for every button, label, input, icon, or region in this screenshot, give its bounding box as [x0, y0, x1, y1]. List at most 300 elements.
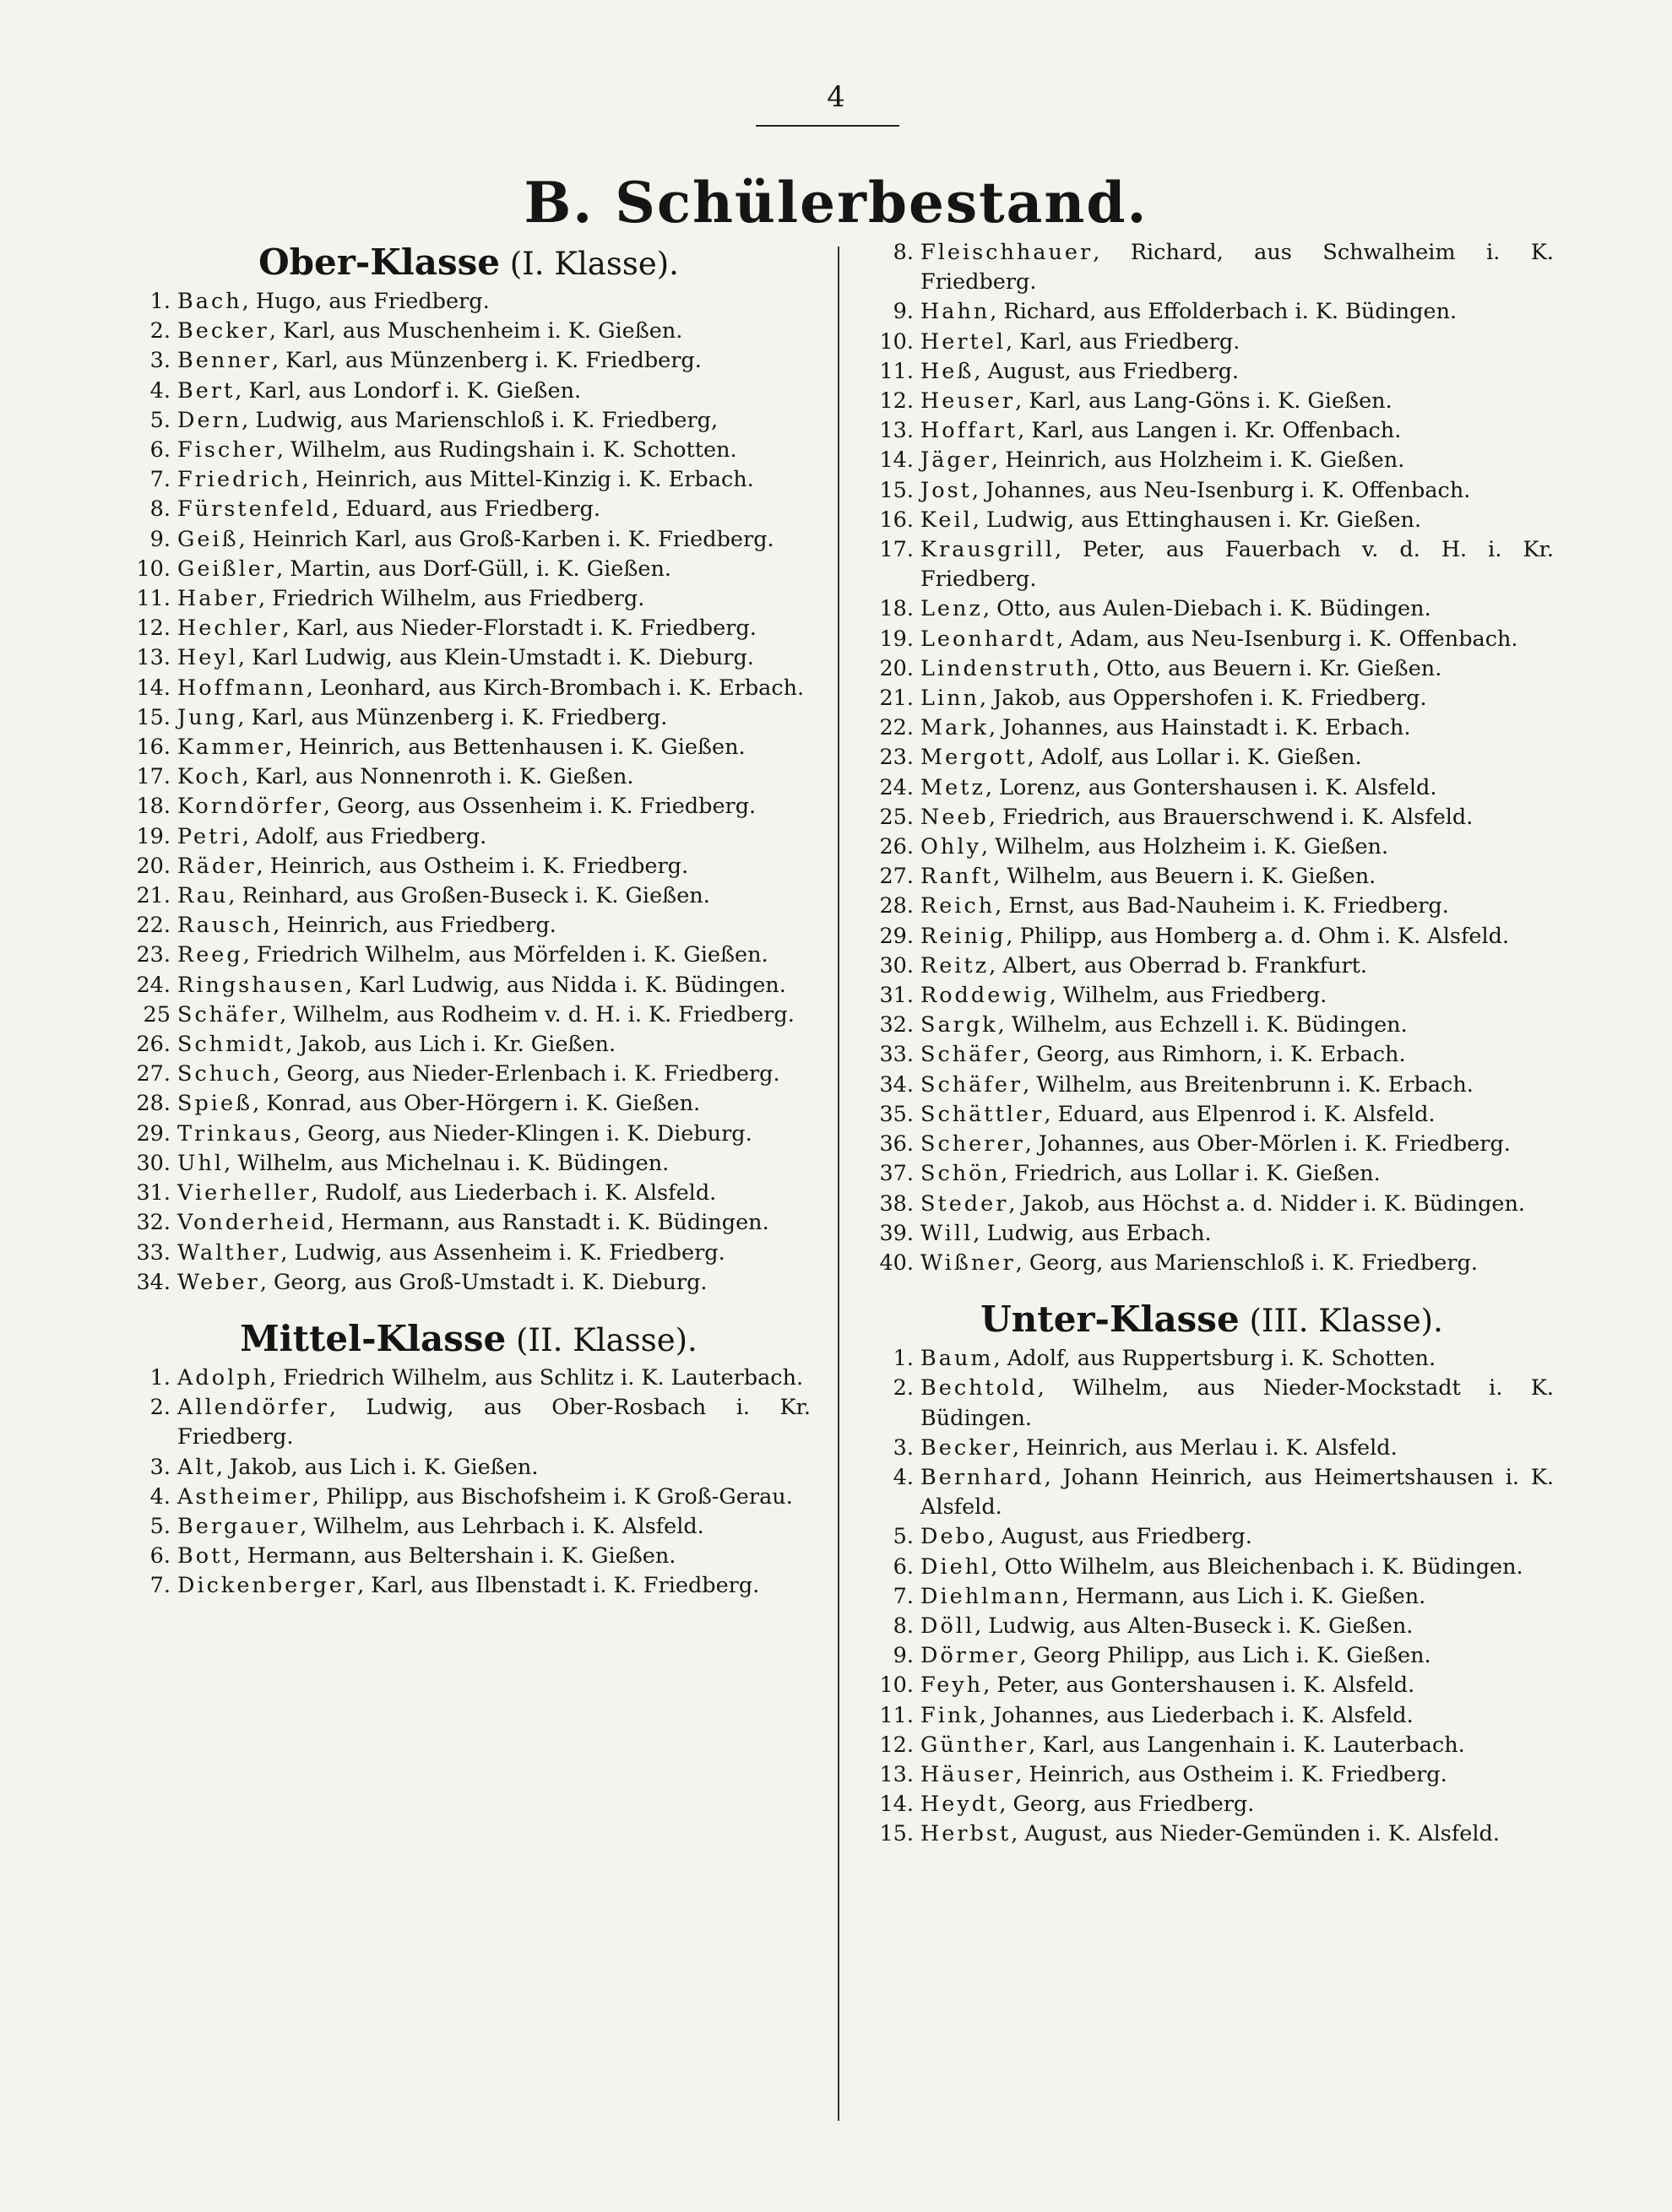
list-item	[870, 1641, 1554, 1671]
entry-details: , Reinhard, aus Großen-Buseck i. K. Gießen.	[228, 883, 710, 909]
entry-text	[920, 1463, 1554, 1522]
entry-text	[177, 1571, 811, 1601]
entry-number: 5.	[149, 407, 171, 433]
entry-number: 34.	[136, 1269, 171, 1295]
entry-text	[177, 733, 811, 762]
entry-number: 32.	[136, 1210, 171, 1236]
entry-surname: Weber	[177, 1269, 260, 1295]
entry-number: 28.	[879, 893, 914, 919]
list-item	[127, 1364, 811, 1393]
list-item	[127, 971, 811, 1000]
entry-details: , Richard, aus Schwalheim i. K. Friedberg.	[920, 240, 1554, 295]
entry-surname: Fink	[920, 1702, 980, 1728]
entry-details: , Heinrich, aus Ostheim i. K. Friedberg.	[256, 853, 689, 879]
list-item	[870, 357, 1554, 387]
entry-number: 29.	[136, 1120, 171, 1147]
unter-klasse-list	[870, 1344, 1554, 1849]
list-item	[870, 1819, 1554, 1849]
entry-text	[920, 357, 1554, 387]
entry-surname: Roddewig	[920, 983, 1050, 1009]
entry-details: , Karl, aus Ilbenstadt i. K. Friedberg.	[357, 1573, 760, 1599]
entry-number: 38.	[879, 1190, 914, 1217]
list-item	[870, 1190, 1554, 1219]
entry-surname: Rausch	[177, 913, 274, 939]
entry-number: 34.	[879, 1071, 914, 1098]
list-item	[870, 713, 1554, 743]
list-item	[127, 1208, 811, 1238]
entry-number: 37.	[879, 1161, 914, 1187]
list-item	[127, 1000, 811, 1030]
list-item	[127, 346, 811, 376]
list-item	[870, 446, 1554, 475]
entry-text	[920, 1671, 1554, 1700]
entry-text	[920, 1641, 1554, 1671]
entry-surname: Trinkaus	[177, 1120, 294, 1147]
entry-surname: Spieß	[177, 1091, 253, 1117]
entry-details: , Philipp, aus Homberg a. d. Ohm i. K. Alsfeld.	[1006, 923, 1510, 949]
entry-details: , Georg, aus Rimhorn, i. K. Erbach.	[1023, 1042, 1406, 1068]
left-column	[127, 238, 811, 1602]
entry-details: , Hugo, aus Friedberg.	[242, 289, 490, 314]
entry-text	[920, 328, 1554, 357]
entry-number: 36.	[879, 1131, 914, 1158]
entry-text	[177, 1149, 811, 1179]
entry-surname: Herbst	[920, 1821, 1012, 1847]
list-item	[127, 1393, 811, 1452]
entry-details: , Friedrich, aus Brauerschwend i. K. Alsfeld.	[988, 804, 1474, 830]
entry-number: 11.	[879, 1702, 914, 1728]
list-item	[870, 743, 1554, 773]
section-name: Mittel-Klasse	[240, 1317, 507, 1359]
entry-text	[177, 525, 811, 555]
entry-surname: Vonderheid	[177, 1210, 328, 1236]
entry-details: , Georg, aus Marienschloß i. K. Friedberg.	[1015, 1250, 1478, 1276]
entry-details: , Johannes, aus Hainstadt i. K. Erbach.	[988, 715, 1411, 741]
entry-surname: Debo	[920, 1524, 988, 1550]
entry-details: , Heinrich, aus Bettenhausen i. K. Gießen.	[285, 735, 746, 761]
entry-text	[177, 852, 811, 881]
entry-number: 13.	[879, 418, 914, 444]
entry-number: 14.	[879, 1792, 914, 1818]
mittel-klasse-list-part-2	[870, 238, 1554, 1278]
entry-surname: Geißler	[177, 556, 277, 582]
list-item	[870, 981, 1554, 1011]
entry-number: 12.	[879, 388, 914, 415]
entry-number: 18.	[136, 794, 171, 820]
entry-details: , Wilhelm, aus Holzheim i. K. Gießen.	[980, 834, 1389, 860]
list-item	[127, 495, 811, 524]
entry-text	[177, 1239, 811, 1268]
entry-text	[177, 406, 811, 436]
entry-surname: Döll	[920, 1613, 975, 1639]
entry-surname: Hoffart	[920, 418, 1018, 444]
entry-number: 2.	[149, 318, 171, 344]
entry-number: 4.	[149, 377, 171, 404]
entry-details: , Wilhelm, aus Rodheim v. d. H. i. K. Friedberg.	[280, 1001, 795, 1027]
entry-surname: Dern	[177, 407, 242, 433]
entry-number: 13.	[136, 645, 171, 671]
ober-klasse-heading	[127, 243, 811, 284]
ober-klasse-list	[127, 287, 811, 1298]
list-item	[127, 1239, 811, 1268]
entry-surname: Feyh	[920, 1673, 984, 1699]
entry-number: 8.	[149, 496, 171, 523]
entry-details: , Adolf, aus Ruppertsburg i. K. Schotten.	[993, 1346, 1436, 1372]
entry-details: , Hermann, aus Lich i. K. Gießen.	[1061, 1583, 1426, 1609]
entry-details: , Peter, aus Gontershausen i. K. Alsfeld.	[983, 1673, 1415, 1699]
entry-number: 30.	[136, 1150, 171, 1176]
entry-details: , Wilhelm, aus Lehrbach i. K. Alsfeld.	[300, 1513, 704, 1539]
page-title: B. Schülerbestand.	[524, 170, 1148, 236]
right-column	[870, 238, 1554, 1850]
entry-surname: Schäfer	[177, 1001, 280, 1027]
entry-number: 12.	[879, 1732, 914, 1758]
list-item	[870, 862, 1554, 892]
entry-surname: Astheimer	[177, 1483, 312, 1510]
entry-surname: Ringshausen	[177, 972, 345, 998]
entry-number: 20.	[136, 853, 171, 879]
entry-number: 24.	[879, 774, 914, 800]
entry-details: , Karl, aus Friedberg.	[1006, 328, 1240, 355]
list-item	[870, 476, 1554, 506]
entry-number: 10.	[879, 1673, 914, 1699]
entry-details: , Wilhelm, aus Breitenbrunn i. K. Erbach.	[1023, 1071, 1474, 1098]
entry-details: , Adam, aus Neu-Isenburg i. K. Offenbach.	[1056, 626, 1518, 652]
list-item	[127, 733, 811, 762]
entry-text	[177, 317, 811, 346]
entry-details: , Heinrich, aus Friedberg.	[273, 913, 556, 939]
entry-text	[177, 436, 811, 465]
entry-details: , Hermann, aus Ranstadt i. K. Büdingen.	[327, 1210, 769, 1236]
entry-details: , Wilhelm, aus Friedberg.	[1049, 983, 1327, 1009]
entry-details: , Ernst, aus Bad-Nauheim i. K. Friedberg.	[995, 893, 1449, 919]
entry-text	[920, 1100, 1554, 1130]
entry-details: , Georg Philipp, aus Lich i. K. Gießen.	[1019, 1643, 1431, 1669]
entry-number: 27.	[136, 1061, 171, 1087]
entry-surname: Bott	[177, 1543, 234, 1570]
entry-details: , Jakob, aus Lich i. Kr. Gießen.	[285, 1032, 616, 1058]
list-item	[870, 1434, 1554, 1463]
entry-surname: Jung	[177, 704, 238, 730]
entry-details: , Georg, aus Groß-Umstadt i. K. Dieburg.	[259, 1269, 708, 1295]
entry-text	[920, 1790, 1554, 1819]
entry-surname: Diehlmann	[920, 1583, 1062, 1609]
list-item	[127, 852, 811, 881]
list-item	[127, 1512, 811, 1542]
list-item	[870, 922, 1554, 951]
entry-text	[177, 346, 811, 376]
entry-text	[920, 1344, 1554, 1374]
entry-details: , Peter, aus Fauerbach v. d. H. i. Kr. Friedberg.	[920, 537, 1554, 593]
entry-text	[920, 1434, 1554, 1463]
entry-number: 23.	[136, 942, 171, 968]
entry-details: , Karl, aus Langen i. Kr. Offenbach.	[1018, 418, 1402, 444]
entry-surname: Friedrich	[177, 467, 302, 493]
entry-number: 40.	[879, 1250, 914, 1276]
entry-details: , Georg, aus Friedberg.	[999, 1792, 1255, 1818]
column-divider	[838, 247, 839, 2121]
entry-surname: Fürstenfeld	[177, 496, 333, 523]
list-item	[127, 703, 811, 733]
list-item	[127, 911, 811, 941]
entry-details: , Friedrich Wilhelm, aus Friedberg.	[258, 586, 645, 612]
entry-surname: Reeg	[177, 942, 243, 968]
list-item	[870, 1219, 1554, 1249]
entry-text	[920, 1374, 1554, 1433]
entry-number: 19.	[136, 823, 171, 849]
entry-text	[177, 1512, 811, 1542]
entry-number: 3.	[149, 348, 171, 374]
entry-surname: Schön	[920, 1161, 1001, 1187]
entry-details: , Richard, aus Effolderbach i. K. Büdingen.	[990, 299, 1458, 325]
entry-surname: Allendörfer	[177, 1395, 329, 1421]
entry-number: 1.	[149, 289, 171, 314]
entry-details: , Wilhelm, aus Beuern i. K. Gießen.	[993, 864, 1376, 890]
entry-details: , Johannes, aus Ober-Mörlen i. K. Friedberg.	[1024, 1131, 1511, 1158]
entry-number: 5.	[149, 1513, 171, 1539]
list-item	[127, 317, 811, 346]
entry-number: 6.	[149, 437, 171, 464]
entry-number: 15.	[136, 704, 171, 730]
entry-surname: Dörmer	[920, 1643, 1020, 1669]
entry-details: , Wilhelm, aus Echzell i. K. Büdingen.	[997, 1012, 1408, 1038]
entry-details: , Ludwig, aus Alten-Buseck i. K. Gießen.	[974, 1613, 1414, 1639]
entry-surname: Linn	[920, 686, 980, 712]
entry-surname: Reich	[920, 893, 996, 919]
entry-number: 17.	[136, 764, 171, 790]
list-item	[127, 1483, 811, 1512]
entry-details: , Adolf, aus Lollar i. K. Gießen.	[1027, 745, 1362, 771]
list-item	[870, 684, 1554, 713]
entry-number: 10.	[879, 328, 914, 355]
entry-number: 2.	[149, 1395, 171, 1421]
entry-surname: Ranft	[920, 864, 994, 890]
entry-number: 30.	[879, 952, 914, 979]
entry-text	[177, 287, 811, 317]
entry-details: , Ludwig, aus Ober-Rosbach i. Kr. Friedberg.	[177, 1395, 811, 1450]
list-item	[870, 1011, 1554, 1040]
list-item	[870, 1040, 1554, 1070]
entry-text	[177, 1542, 811, 1571]
entry-number: 10.	[136, 556, 171, 582]
entry-number: 3.	[149, 1454, 171, 1480]
entry-text	[920, 832, 1554, 862]
entry-text	[920, 743, 1554, 773]
entry-surname: Adolph	[177, 1364, 269, 1391]
entry-text	[920, 1701, 1554, 1731]
entry-text	[920, 535, 1554, 594]
entry-details: , Philipp, aus Bischofsheim i. K Groß-Gerau.	[312, 1483, 793, 1510]
entry-number: 12.	[136, 615, 171, 642]
entry-number: 4.	[149, 1483, 171, 1510]
entry-surname: Petri	[177, 823, 242, 849]
list-item	[127, 792, 811, 821]
entry-surname: Bergauer	[177, 1513, 301, 1539]
entry-surname: Becker	[920, 1434, 1012, 1461]
top-rule	[756, 125, 899, 127]
entry-surname: Heß	[920, 358, 974, 384]
entry-surname: Bert	[177, 377, 236, 404]
list-item	[127, 1120, 811, 1149]
entry-surname: Haber	[177, 586, 259, 612]
list-item	[870, 1374, 1554, 1433]
entry-text	[177, 1030, 811, 1060]
list-item	[870, 328, 1554, 357]
entry-number: 35.	[879, 1101, 914, 1127]
entry-details: , Heinrich, aus Merlau i. K. Alsfeld.	[1012, 1434, 1398, 1461]
entry-number: 24.	[136, 972, 171, 998]
list-item	[127, 762, 811, 792]
entry-number: 20.	[879, 655, 914, 681]
list-item	[870, 387, 1554, 416]
list-item	[127, 643, 811, 673]
entry-surname: Mark	[920, 715, 989, 741]
entry-text	[920, 862, 1554, 892]
entry-number: 9.	[893, 299, 914, 325]
list-item	[870, 1790, 1554, 1819]
entry-text	[177, 614, 811, 643]
entry-surname: Reinig	[920, 923, 1007, 949]
list-item	[127, 881, 811, 911]
entry-text	[177, 822, 811, 852]
entry-number: 33.	[879, 1042, 914, 1068]
entry-details: , Karl, aus Nonnenroth i. K. Gießen.	[242, 764, 634, 790]
entry-surname: Scherer	[920, 1131, 1025, 1158]
entry-details: , Ludwig, aus Ettinghausen i. Kr. Gießen.	[972, 507, 1422, 533]
entry-number: 13.	[879, 1761, 914, 1787]
entry-surname: Heyl	[177, 645, 238, 671]
entry-details: , Jakob, aus Oppershofen i. K. Friedberg.	[979, 686, 1427, 712]
entry-surname: Koch	[177, 764, 242, 790]
entry-surname: Uhl	[177, 1150, 225, 1176]
entry-surname: Wißner	[920, 1250, 1016, 1276]
entry-text	[920, 922, 1554, 951]
list-item	[127, 555, 811, 584]
entry-surname: Hertel	[920, 328, 1007, 355]
entry-number: 29.	[879, 923, 914, 949]
entry-text	[177, 762, 811, 792]
entry-number: 8.	[893, 1613, 914, 1639]
list-item	[870, 1760, 1554, 1790]
entry-details: , Karl, aus Langenhain i. K. Lauterbach.	[1029, 1732, 1465, 1758]
list-item	[870, 1463, 1554, 1522]
list-item	[870, 1100, 1554, 1130]
entry-text	[920, 892, 1554, 921]
entry-text	[920, 773, 1554, 803]
entry-details: , Rudolf, aus Liederbach i. K. Alsfeld.	[311, 1180, 717, 1206]
entry-number: 18.	[879, 596, 914, 622]
section-name: Ober-Klasse	[258, 241, 500, 283]
entry-number: 1.	[149, 1364, 171, 1391]
entry-details: , Friedrich Wilhelm, aus Schlitz i. K. Lauterbach.	[269, 1364, 804, 1391]
entry-text	[177, 911, 811, 941]
list-item	[127, 941, 811, 970]
entry-surname: Schuch	[177, 1061, 274, 1087]
list-item	[870, 1071, 1554, 1100]
entry-text	[920, 1219, 1554, 1249]
entry-text	[177, 1208, 811, 1238]
entry-surname: Bernhard	[920, 1464, 1045, 1490]
entry-text	[177, 1179, 811, 1208]
entry-number: 17.	[879, 537, 914, 563]
entry-text	[920, 625, 1554, 654]
entry-surname: Lindenstruth	[920, 655, 1093, 681]
entry-details: , August, aus Friedberg.	[974, 358, 1240, 384]
entry-surname: Alt	[177, 1454, 216, 1480]
entry-number: 9.	[149, 526, 171, 552]
entry-surname: Leonhardt	[920, 626, 1057, 652]
entry-details: , Eduard, aus Elpenrod i. K. Alsfeld.	[1044, 1101, 1436, 1127]
entry-text	[920, 1130, 1554, 1159]
unter-klasse-heading	[870, 1300, 1554, 1341]
entry-details: , Ludwig, aus Erbach.	[973, 1220, 1212, 1246]
entry-surname: Bach	[177, 289, 242, 314]
entry-number: 31.	[879, 983, 914, 1009]
entry-details: , Johann Heinrich, aus Heimertshausen i. K. Alsfeld.	[920, 1464, 1554, 1521]
entry-number: 26.	[136, 1032, 171, 1058]
entry-surname: Mergott	[920, 745, 1028, 771]
entry-number: 11.	[136, 586, 171, 612]
list-item	[127, 377, 811, 406]
entry-text	[920, 1553, 1554, 1582]
list-item	[870, 416, 1554, 446]
entry-details: , Otto Wilhelm, aus Bleichenbach i. K. Büdingen.	[991, 1553, 1523, 1580]
entry-details: , Albert, aus Oberrad b. Frankfurt.	[989, 952, 1368, 979]
entry-details: , Otto, aus Beuern i. Kr. Gießen.	[1092, 655, 1442, 681]
entry-number: 7.	[149, 467, 171, 493]
entry-text	[177, 1120, 811, 1149]
entry-text	[177, 941, 811, 970]
entry-text	[177, 1089, 811, 1119]
entry-text	[177, 377, 811, 406]
entry-text	[920, 297, 1554, 327]
entry-number: 16.	[879, 507, 914, 533]
entry-details: , August, aus Friedberg.	[987, 1524, 1252, 1550]
list-item	[870, 506, 1554, 535]
entry-number: 21.	[136, 883, 171, 909]
entry-surname: Schmidt	[177, 1032, 286, 1058]
entry-details: , Karl, aus Münzenberg i. K. Friedberg.	[237, 704, 668, 730]
entry-surname: Diehl	[920, 1553, 991, 1580]
entry-details: , Heinrich, aus Ostheim i. K. Friedberg.	[1015, 1761, 1447, 1787]
list-item	[127, 1571, 811, 1601]
list-item	[127, 822, 811, 852]
entry-surname: Hoffmann	[177, 675, 307, 701]
entry-surname: Dickenberger	[177, 1573, 358, 1599]
section-gap	[870, 1278, 1554, 1295]
entry-surname: Hahn	[920, 299, 991, 325]
entry-surname: Lenz	[920, 596, 983, 622]
entry-text	[177, 495, 811, 524]
entry-surname: Fischer	[177, 437, 277, 464]
entry-text	[920, 446, 1554, 475]
entry-surname: Heuser	[920, 388, 1016, 415]
entry-text	[920, 1731, 1554, 1760]
entry-surname: Krausgrill	[920, 537, 1055, 563]
entry-number: 28.	[136, 1091, 171, 1117]
list-item	[127, 614, 811, 643]
list-item	[127, 1149, 811, 1179]
entry-details: , Ludwig, aus Marienschloß i. K. Friedberg,	[242, 407, 719, 433]
list-item	[870, 832, 1554, 862]
entry-text	[177, 703, 811, 733]
entry-text	[177, 1453, 811, 1483]
entry-surname: Heydt	[920, 1792, 1000, 1818]
list-item	[127, 584, 811, 614]
entry-details: , Konrad, aus Ober-Hörgern i. K. Gießen.	[252, 1091, 701, 1117]
list-item	[870, 1553, 1554, 1582]
entry-surname: Jost	[920, 477, 972, 503]
